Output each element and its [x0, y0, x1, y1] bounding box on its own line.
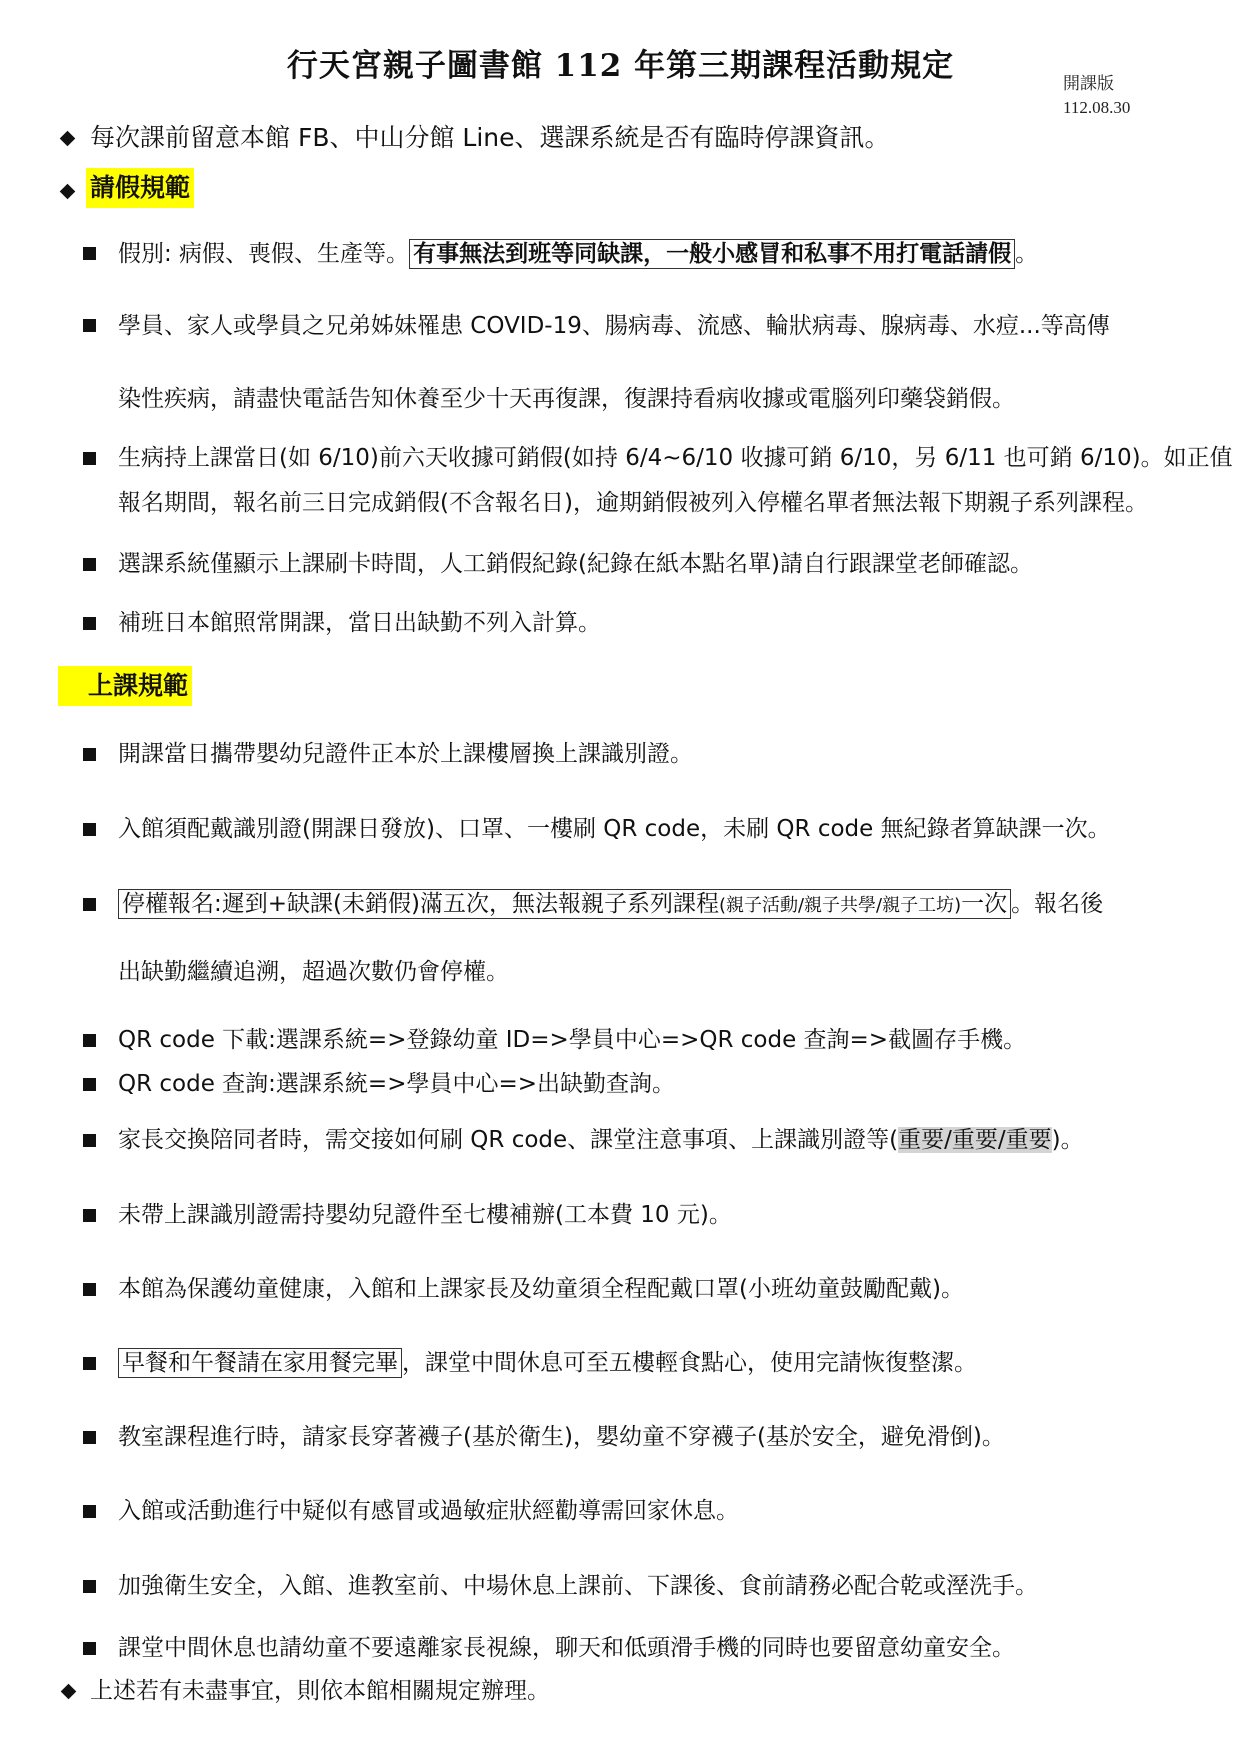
class-item-3-boxed-small: (親子活動/親子共學/親子工坊) [718, 895, 962, 916]
class-item-2: 入館須配戴識別證(開課日發放)、口罩、一樓刷 QR code，未刷 QR code 無紀錄者算缺課一次。 [118, 816, 1111, 842]
square-bullet-icon [83, 898, 96, 911]
diamond-bullet-icon [61, 1684, 77, 1700]
square-bullet-icon [83, 1642, 96, 1655]
class-item-3-boxed-end: 一次 [961, 891, 1008, 917]
leave-item-1 [118, 237, 1038, 271]
leave-item-5: 補班日本館照常開課，當日出缺勤不列入計算。 [118, 610, 601, 636]
leave-item-3-line-2: 報名期間，報名前三日完成銷假(不含報名日)，逾期銷假被列入停權名單者無法報下期親子系列課程。 [118, 490, 1148, 516]
leave-item-2-line-2: 染性疾病，請盡快電話告知休養至少十天再復課，復課持看病收據或電腦列印藥袋銷假。 [118, 386, 1015, 412]
square-bullet-icon [83, 617, 96, 630]
leave-item-1-end: 。 [1015, 241, 1039, 267]
class-section-title: 上課規範 [58, 666, 192, 706]
page-title: 行天宮親子圖書館 112 年第三期課程活動規定 [286, 48, 955, 84]
square-bullet-icon [83, 1209, 96, 1222]
class-item-4: QR code 下載:選課系統=>登錄幼童 ID=>學員中心=>QR code 查詢=>截圖存手機。 [118, 1027, 1027, 1053]
class-item-11: 入館或活動進行中疑似有感冒或過敏症狀經勸導需回家休息。 [118, 1498, 739, 1524]
class-item-9-boxed: 早餐和午餐請在家用餐完畢 [118, 1348, 402, 1378]
leave-item-4: 選課系統僅顯示上課刷卡時間，人工銷假紀錄(紀錄在紙本點名單)請自行跟課堂老師確認。 [118, 551, 1033, 577]
square-bullet-icon [83, 1431, 96, 1444]
leave-item-3-line-1: 生病持上課當日(如 6/10)前六天收據可銷假(如持 6/4~6/10 收據可銷 6/10，另 6/11 也可銷 6/10)。如正值 [118, 445, 1233, 471]
diamond-bullet-icon [60, 184, 76, 200]
class-item-6-end: )。 [1051, 1127, 1084, 1153]
square-bullet-icon [83, 319, 96, 332]
class-item-5: QR code 查詢:選課系統=>學員中心=>出缺勤查詢。 [118, 1071, 676, 1097]
leave-item-1-boxed: 有事無法到班等同缺課，一般小感冒和私事不用打電話請假 [409, 239, 1015, 269]
square-bullet-icon [83, 823, 96, 836]
leave-section-title: 請假規範 [86, 168, 194, 208]
square-bullet-icon [83, 1580, 96, 1593]
version-info [1063, 72, 1130, 120]
class-item-10: 教室課程進行時，請家長穿著襪子(基於衛生)，嬰幼童不穿襪子(基於安全，避免滑倒)。 [118, 1424, 1005, 1450]
square-bullet-icon [83, 748, 96, 761]
class-item-3-post: 。報名後 [1011, 891, 1104, 917]
class-item-12: 加強衛生安全，入館、進教室前、中場休息上課前、下課後、食前請務必配合乾或溼洗手。 [118, 1573, 1038, 1599]
square-bullet-icon [83, 1078, 96, 1091]
version-date: 112.08.30 [1063, 98, 1131, 117]
class-item-3-line-2: 出缺勤繼續追溯，超過次數仍會停權。 [118, 959, 509, 985]
closing-text: 上述若有未盡事宜，則依本館相關規定辦理。 [90, 1678, 550, 1704]
square-bullet-icon [83, 1505, 96, 1518]
class-item-6-highlight: 重要/重要/重要 [898, 1127, 1052, 1153]
class-item-3 [118, 887, 1103, 923]
class-item-7: 未帶上課識別證需持嬰幼兒證件至七樓補辦(工本費 10 元)。 [118, 1202, 732, 1228]
class-item-6 [118, 1123, 1084, 1157]
class-item-13: 課堂中間休息也請幼童不要遠離家長視線，聊天和低頭滑手機的同時也要留意幼童安全。 [118, 1635, 1015, 1661]
class-item-1: 開課當日攜帶嬰幼兒證件正本於上課樓層換上課識別證。 [118, 741, 693, 767]
square-bullet-icon [83, 1134, 96, 1147]
class-item-3-boxed [118, 889, 1011, 919]
class-item-9-post: ，課堂中間休息可至五樓輕食點心，使用完請恢復整潔。 [402, 1350, 977, 1376]
class-item-6-text: 家長交換陪同者時，需交接如何刷 QR code、課堂注意事項、上課識別證等( [118, 1127, 899, 1153]
leave-item-2-line-1: 學員、家人或學員之兄弟姊妹罹患 COVID-19、腸病毒、流感、輪狀病毒、腺病毒、水痘...等高傳 [118, 313, 1110, 339]
class-item-9 [118, 1346, 977, 1380]
square-bullet-icon [83, 1283, 96, 1296]
square-bullet-icon [83, 1357, 96, 1370]
square-bullet-icon [83, 452, 96, 465]
version-label: 開課版 [1063, 74, 1114, 93]
square-bullet-icon [83, 1034, 96, 1047]
intro-text: 每次課前留意本館 FB、中山分館 Line、選課系統是否有臨時停課資訊。 [90, 123, 890, 152]
square-bullet-icon [83, 247, 96, 260]
class-item-3-boxed-text: 停權報名:遲到+缺課(未銷假)滿五次，無法報親子系列課程 [122, 891, 719, 917]
leave-item-1-text: 假別: 病假、喪假、生產等。 [118, 241, 410, 267]
square-bullet-icon [83, 558, 96, 571]
class-item-8: 本館為保護幼童健康，入館和上課家長及幼童須全程配戴口罩(小班幼童鼓勵配戴)。 [118, 1276, 964, 1302]
diamond-bullet-icon [60, 131, 76, 147]
